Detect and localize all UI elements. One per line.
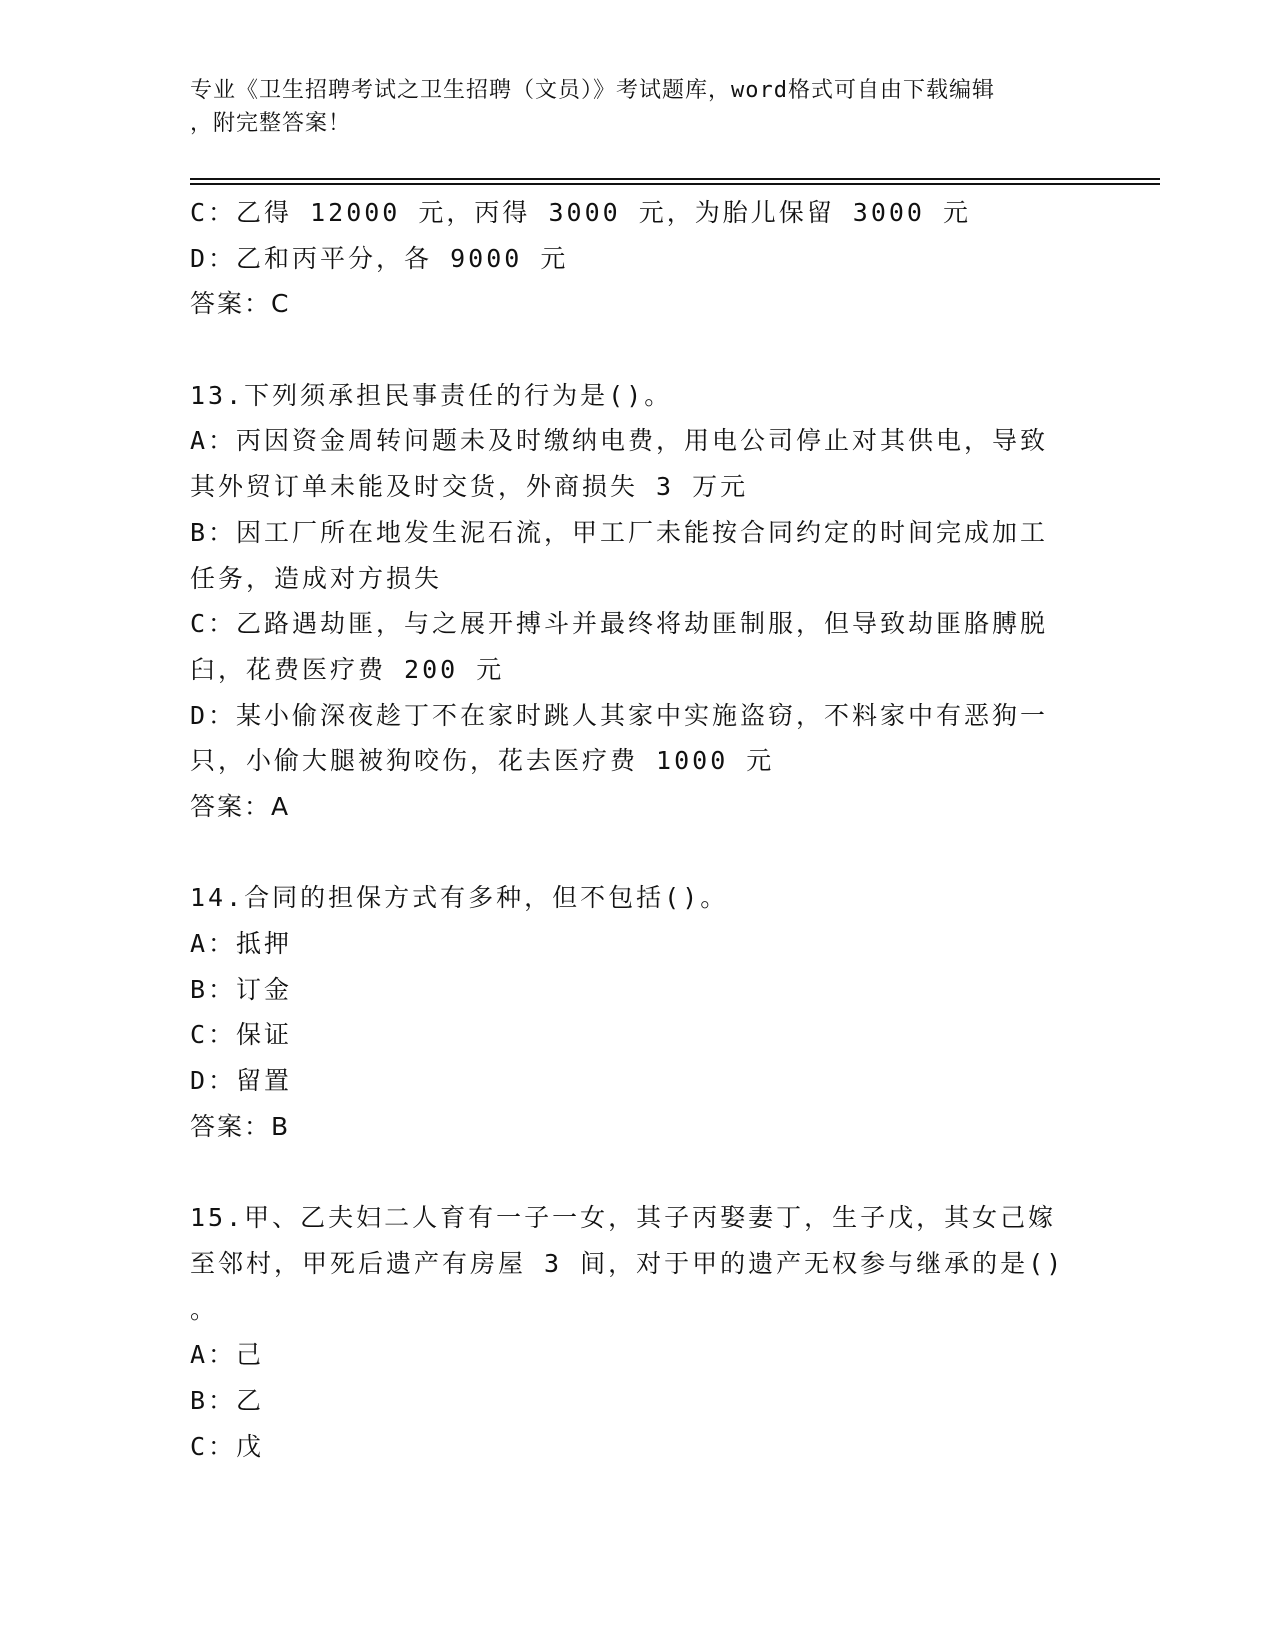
question-13 — [190, 373, 1090, 830]
header-rule-top — [190, 178, 1160, 180]
option-b: B：因工厂所在地发生泥石流，甲工厂未能按合同约定的时间完成加工 — [190, 517, 1049, 547]
question-content — [190, 190, 1090, 1469]
option-c: C：戊 — [190, 1431, 265, 1461]
spacer — [190, 327, 1090, 373]
answer-line: 答案：C — [190, 289, 291, 319]
option-b: B：订金 — [190, 974, 293, 1004]
option-c: C：乙路遇劫匪，与之展开搏斗并最终将劫匪制服，但导致劫匪胳膊脱 — [190, 609, 1049, 639]
option-b-cont: 任务，造成对方损失 — [190, 563, 443, 593]
option-c-cont: 臼，花费医疗费 200 元 — [190, 654, 505, 684]
question-text-end: 。 — [190, 1294, 219, 1324]
question-14 — [190, 875, 1090, 1149]
header-line-2: ，附完整答案！ — [190, 111, 352, 136]
answer-line: 答案：A — [190, 791, 291, 821]
answer-line: 答案：B — [190, 1111, 291, 1141]
question-text-cont: 至邻村，甲死后遗产有房屋 3 间，对于甲的遗产无权参与继承的是() — [190, 1248, 1065, 1278]
spacer — [190, 830, 1090, 876]
header-line-1: 专业《卫生招聘考试之卫生招聘（文员）》考试题库，word格式可自由下载编辑 — [190, 78, 995, 103]
question-text: 13.下列须承担民事责任的行为是()。 — [190, 380, 673, 410]
option-c: C：保证 — [190, 1020, 293, 1050]
option-b: B：乙 — [190, 1385, 265, 1415]
question-text: 15.甲、乙夫妇二人育有一子一女，其子丙娶妻丁，生子戊，其女己嫁 — [190, 1203, 1057, 1233]
question-text: 14.合同的担保方式有多种，但不包括()。 — [190, 883, 729, 913]
spacer — [190, 1149, 1090, 1195]
option-d-cont: 只，小偷大腿被狗咬伤，花去医疗费 1000 元 — [190, 746, 775, 776]
option-a-cont: 其外贸订单未能及时交货，外商损失 3 万元 — [190, 472, 749, 502]
page-header — [190, 74, 1090, 140]
option-c: C：乙得 12000 元，丙得 3000 元，为胎儿保留 3000 元 — [190, 198, 972, 227]
option-a: A：丙因资金周转问题未及时缴纳电费，用电公司停止对其供电，导致 — [190, 426, 1049, 456]
option-d: D：留置 — [190, 1066, 293, 1096]
option-a: A：己 — [190, 1340, 265, 1370]
question-15 — [190, 1195, 1090, 1469]
question-12-tail — [190, 190, 1090, 327]
option-d: D：乙和丙平分，各 9000 元 — [190, 243, 569, 273]
header-rule-bottom — [190, 183, 1160, 185]
option-d: D：某小偷深夜趁丁不在家时跳人其家中实施盗窃，不料家中有恶狗一 — [190, 700, 1049, 730]
option-a: A：抵押 — [190, 929, 293, 958]
